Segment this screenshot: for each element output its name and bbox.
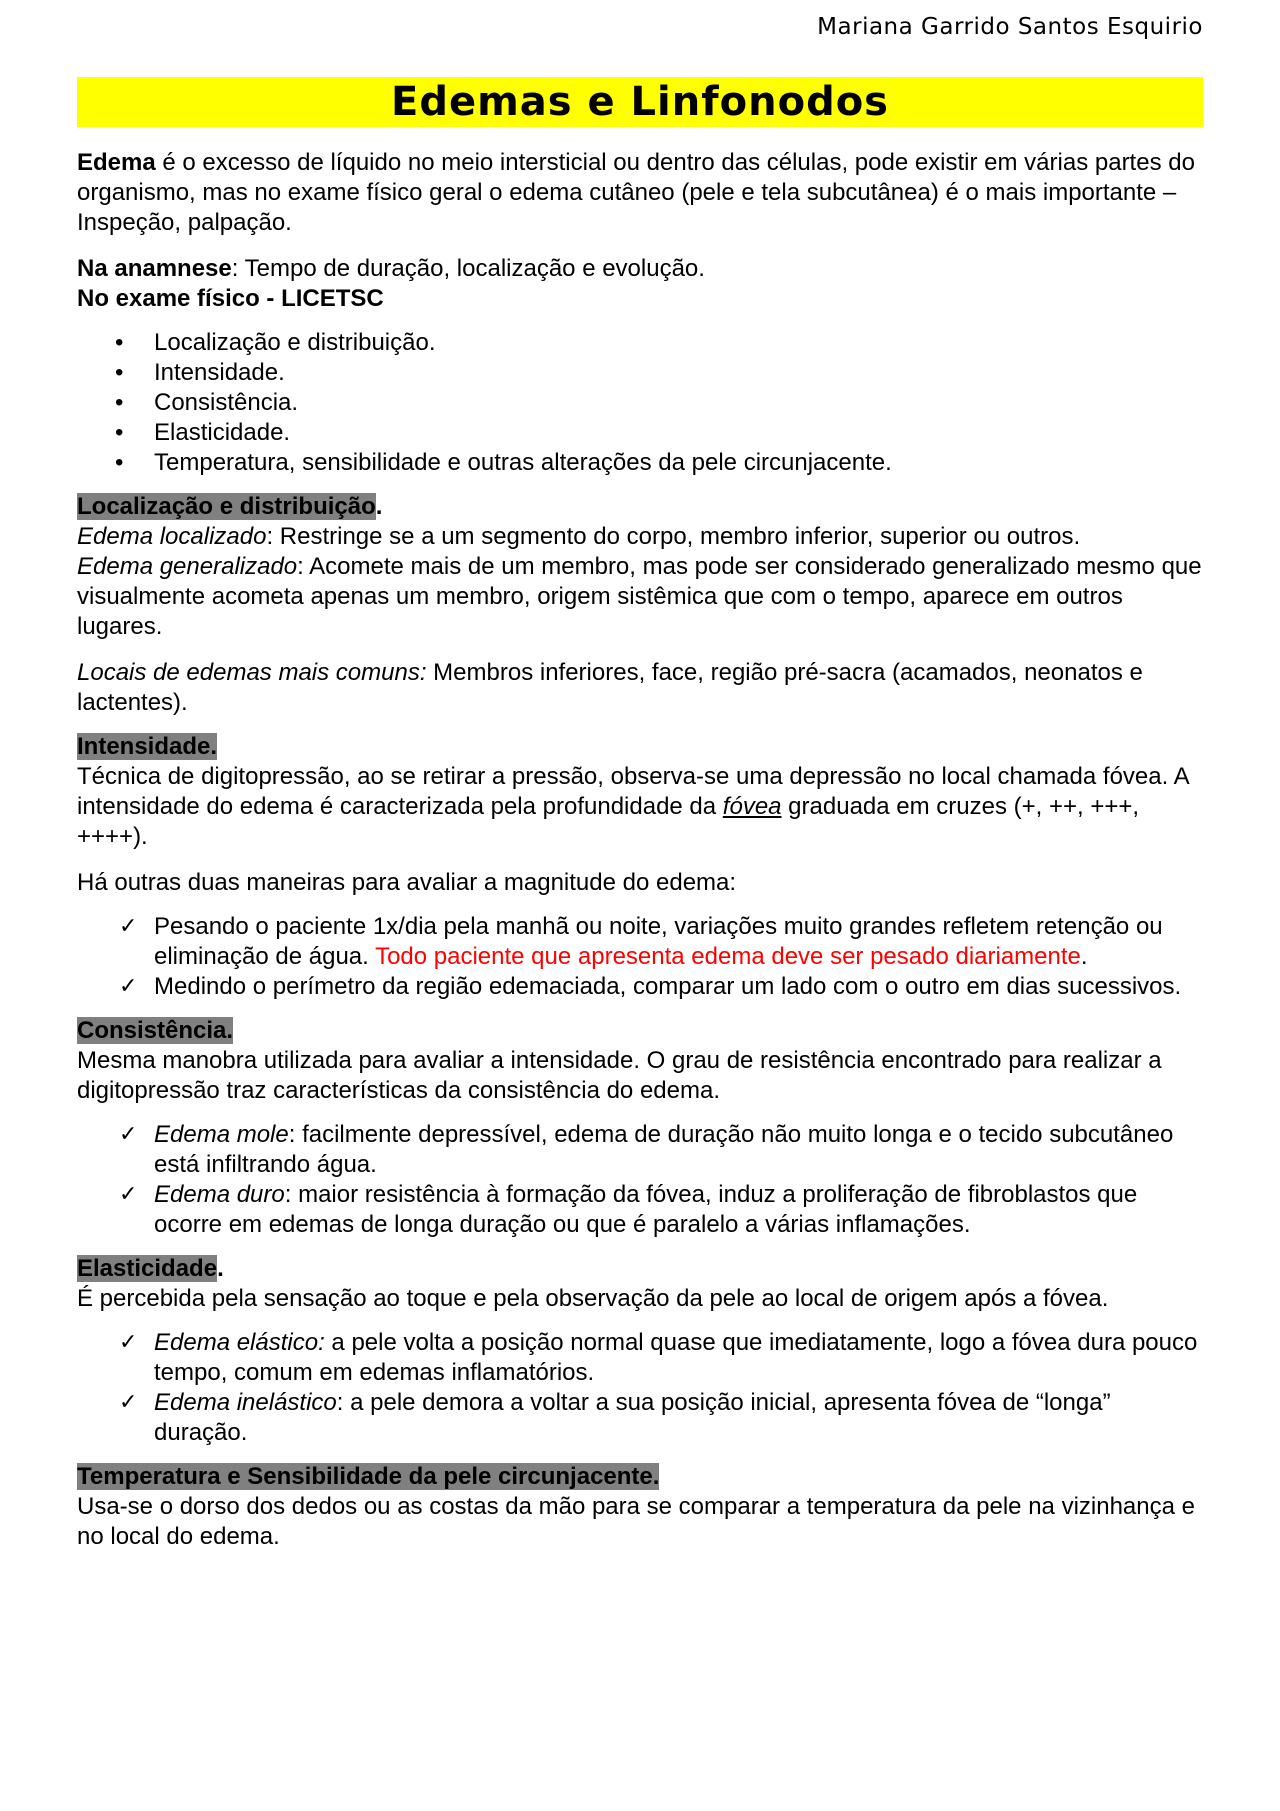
- list-item: • Temperatura, sensibilidade e outras alterações da pele circunjacente.: [77, 448, 1207, 478]
- list-item: • Elasticidade.: [77, 418, 1207, 448]
- item-text: : maior resistência à formação da fóvea, induz a proliferação de fibroblastos que ocorre em edemas de longa duração ou que é paralelo a várias inflamações.: [154, 1181, 1138, 1238]
- heading-highlight: Elasticidade: [77, 1255, 218, 1282]
- consistencia-list: [77, 1120, 1207, 1240]
- item-tail: .: [1080, 943, 1088, 970]
- section-heading-intensidade: [77, 732, 1207, 762]
- intensidade-text: Técnica de digitopressão, ao se retirar a pressão, observa-se uma depressão no local chamada fóvea. A intensidade do edema é caracterizada pela profundidade da: [77, 763, 1189, 820]
- title-banner: [77, 77, 1203, 127]
- item-text: Medindo o perímetro da região edemaciada, comparar um lado com o outro em dias sucessivos.: [154, 973, 1182, 1000]
- heading-tail: .: [217, 1255, 224, 1282]
- item-text: : facilmente depressível, edema de duração não muito longa e o tecido subcutâneo está infiltrando água.: [154, 1121, 1174, 1178]
- author-name: Mariana Garrido Santos Esquirio: [817, 14, 1203, 40]
- list-item: [77, 1120, 1207, 1180]
- item-text: Pesando o paciente 1x/dia pela manhã ou noite, variações muito grandes refletem retenção ou eliminação de água.: [154, 913, 1163, 970]
- heading-highlight: Intensidade.: [77, 733, 218, 760]
- check-icon: ✓: [119, 1182, 138, 1207]
- item-text: a pele volta a posição normal quase que imediatamente, logo a fóvea dura pouco tempo, comum em edemas inflamatórios.: [154, 1329, 1198, 1386]
- consistencia-paragraph: Mesma manobra utilizada para avaliar a intensidade. O grau de resistência encontrado para realizar a digitopressão traz características da consistência do edema.: [77, 1047, 1162, 1104]
- temperatura-paragraph: Usa-se o dorso dos dedos ou as costas da mão para se comparar a temperatura da pele na vizinhança e no local do edema.: [77, 1493, 1195, 1550]
- anamnese-line: [77, 254, 1207, 284]
- generalizado-paragraph: [77, 552, 1207, 642]
- document-body: [77, 148, 1207, 1552]
- heading-highlight: Consistência.: [77, 1017, 234, 1044]
- generalizado-label: Edema generalizado: [77, 553, 298, 580]
- section-heading-consistencia: [77, 1016, 1207, 1046]
- list-item: [77, 972, 1207, 1002]
- list-item: [77, 1180, 1207, 1240]
- check-icon: ✓: [119, 974, 138, 999]
- warning-text: Todo paciente que apresenta edema deve ser pesado diariamente: [375, 943, 1081, 970]
- section-heading-localizacao: [77, 492, 1207, 522]
- check-icon: ✓: [119, 1390, 138, 1415]
- list-item: • Intensidade.: [77, 358, 1207, 388]
- item-label: Edema mole: [154, 1121, 289, 1148]
- list-item: • Localização e distribuição.: [77, 328, 1207, 358]
- check-icon: ✓: [119, 1122, 138, 1147]
- magnitude-list: [77, 912, 1207, 1002]
- exam-label-text: No exame físico - LICETSC: [77, 285, 384, 312]
- item-label: Edema elástico:: [154, 1329, 325, 1356]
- heading-highlight: Localização e distribuição: [77, 493, 376, 520]
- heading-tail: .: [375, 493, 383, 520]
- list-item: [77, 1388, 1207, 1448]
- page-title: Edemas e Linfonodos: [391, 79, 889, 125]
- item-text: : a pele demora a voltar a sua posição inicial, apresenta fóvea de “longa” duração.: [154, 1389, 1111, 1446]
- section-heading-elasticidade: [77, 1254, 1207, 1284]
- outras-maneiras: Há outras duas maneiras para avaliar a magnitude do edema:: [77, 869, 737, 896]
- fovea-term: fóvea: [722, 793, 782, 820]
- anamnese-label: Na anamnese: [77, 255, 232, 282]
- licetsc-list: [77, 328, 1207, 478]
- exam-label: [77, 284, 1207, 314]
- intro-paragraph: [77, 148, 1207, 238]
- locais-text: Membros inferiores, face, região pré-sacra (acamados, neonatos e lactentes).: [77, 659, 1143, 716]
- generalizado-text: : Acomete mais de um membro, mas pode ser considerado generalizado mesmo que visualmente acometa apenas um membro, origem sistêmica que com o tempo, aparece em outros lugares.: [77, 553, 1202, 640]
- localizado-label: Edema localizado: [77, 523, 267, 550]
- item-label: Edema duro: [154, 1181, 285, 1208]
- section-heading-temperatura: [77, 1462, 1207, 1492]
- heading-highlight: Temperatura e Sensibilidade da pele circunjacente.: [77, 1463, 660, 1490]
- item-label: Edema inelástico: [154, 1389, 337, 1416]
- elasticidade-list: [77, 1328, 1207, 1448]
- list-item: • Consistência.: [77, 388, 1207, 418]
- check-icon: ✓: [119, 914, 138, 939]
- elasticidade-paragraph: É percebida pela sensação ao toque e pela observação da pele ao local de origem após a fóvea.: [77, 1285, 1109, 1312]
- list-item: [77, 1328, 1207, 1388]
- localizado-line: [77, 522, 1207, 552]
- list-item: [77, 912, 1207, 972]
- intro-text: é o excesso de líquido no meio intersticial ou dentro das células, pode existir em várias partes do organismo, mas no exame físico geral o edema cutâneo (pele e tela subcutânea) é o mais importante – Inspeção, palpação.: [77, 149, 1195, 236]
- intensidade-text-tail: graduada em cruzes (+, ++, +++, ++++).: [77, 793, 1140, 850]
- anamnese-text: : Tempo de duração, localização e evolução.: [231, 255, 705, 282]
- intro-term: Edema: [77, 149, 156, 176]
- intensidade-paragraph: [77, 762, 1207, 852]
- locais-label: Locais de edemas mais comuns:: [77, 659, 427, 686]
- check-icon: ✓: [119, 1330, 138, 1355]
- localizado-text: : Restringe se a um segmento do corpo, membro inferior, superior ou outros.: [266, 523, 1081, 550]
- locais-paragraph: [77, 658, 1207, 718]
